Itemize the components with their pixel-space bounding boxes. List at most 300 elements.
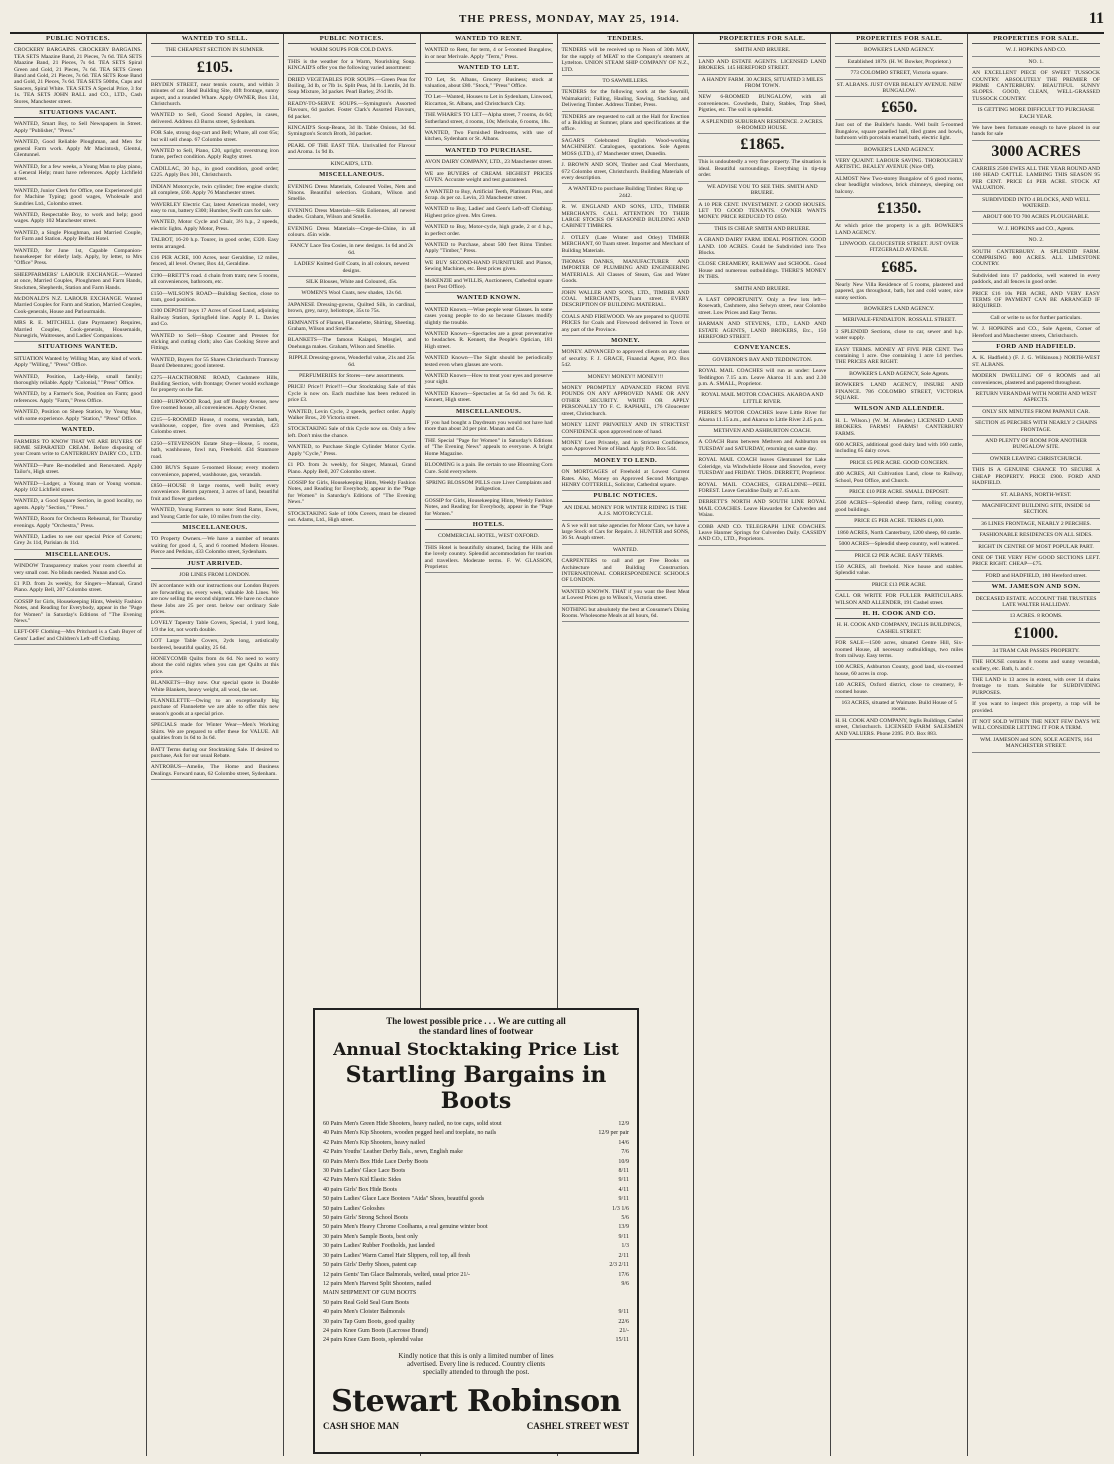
boots-item-row bbox=[323, 1280, 629, 1289]
classified-ad-text: SAGAR'S Celebrated English Wood-working MACHINERY. Catalogues, quotations. Sole Agents MOSS (LTD.), 47 Manchester street, Dunedin. bbox=[561, 137, 690, 157]
classified-ad-text: £400—BURWOOD Road, just off Bealey Avenue, new five roomed house, all conveniences. Apply Owner. bbox=[150, 398, 279, 412]
classified-ad-text: 140 ACRES, Oxford district, close to creamery, 8-roomed house. bbox=[835, 682, 964, 695]
classified-ad bbox=[14, 599, 142, 628]
classified-ad bbox=[972, 249, 1100, 271]
classified-ad-text: WOMEN'S Wool Coats, new shades, 12s 6d. bbox=[301, 290, 403, 297]
classified-ad-text: SMITH AND BRUERE. bbox=[734, 47, 791, 54]
classified-ad-text: BOWKER'S LAND AGENCY, INSURE AND FINANCE. 786 COLOMBO STREET, VICTORIA SQUARE. bbox=[835, 382, 964, 401]
classified-ad-text: 34 TRAM CAR PASSES PROPERTY. bbox=[992, 647, 1080, 654]
classified-ad-text: WANTED, Good Reliable Ploughman, and Men for general Farm work. Apply Mr Macintosh, Glentui, Glentunnel. bbox=[14, 139, 142, 159]
classified-ad-text: 600 ACRES, additional good dairy land with 160 cattle, including 65 dairy cows. bbox=[835, 442, 964, 455]
classified-ad-text: IS GETTING MORE DIFFICULT TO PURCHASE EACH YEAR. bbox=[977, 107, 1095, 120]
classified-ad bbox=[698, 482, 826, 498]
classified-ad bbox=[288, 480, 416, 509]
classified-ad bbox=[425, 533, 553, 542]
boots-item-price: 13/9 bbox=[618, 1224, 629, 1231]
classified-ad-text: CADILLAC, 30 h.p., in good condition, good order; £225. Apply Box 301, Christchurch. bbox=[150, 165, 279, 179]
classified-ad-text: FARMERS TO KNOW THAT WE ARE BUYERS OF HOME SEPARATED CREAM. Before disposing of your Cream write to CANTERBURY DAIRY CO., LTD. bbox=[14, 438, 142, 458]
classified-ad bbox=[288, 125, 416, 141]
classified-ad bbox=[425, 391, 553, 407]
classified-ad-text: BOWKER'S LAND AGENCY. bbox=[864, 47, 935, 54]
boots-note-1: Kindly notice that this is only a limited number of lines bbox=[398, 1351, 554, 1360]
classified-ad-text: LEFT-OFF Clothing—Mrs Pritchard is a Cash Buyer of Gents' Ladies' and Children's Left-off Clothing. bbox=[14, 629, 142, 642]
classified-ad-text: 1860 ACRES, North Canterbury, 1200 sheep, 60 cattle. bbox=[837, 529, 962, 536]
classified-ad bbox=[288, 226, 416, 242]
classified-ad bbox=[972, 677, 1100, 699]
classified-ad-text: CALL OR WRITE FOR FULLER PARTICULARS. WILSON AND ALLENDER, 191 Cashel street. bbox=[835, 593, 964, 606]
classified-ad-text: H. H. COOK AND COMPANY, Inglis Buildings, Cashel street, Christchurch. LICENSED FARM SALESMEN AND VALUERS. Phone 2395. P.O. Box 883. bbox=[835, 717, 964, 737]
classified-ad-text: W. J. HOPKINS and CO., Agents. bbox=[997, 225, 1075, 232]
classified-ad bbox=[151, 357, 279, 373]
classified-ad bbox=[835, 306, 963, 315]
classified-ad bbox=[14, 439, 142, 461]
classified-ad bbox=[972, 47, 1100, 56]
classified-ad-text: ROYAL MAIL COACH leaves Glentunnel for Lake Coleridge, via Windwhistle House and Snowdon, every TUESDAY and FRIDAY. THOS. DERRETT, Proprietor. bbox=[698, 457, 827, 477]
boots-item-description: 30 pairs Ladies' Rubber Footholds, just landed bbox=[323, 1243, 435, 1250]
classified-ad bbox=[151, 638, 279, 654]
classified-ad bbox=[972, 197, 1100, 213]
classified-ad-text: WANTED, Smart Boy, to Sell Newspapers in Street. Apply "Publisher," "Press." bbox=[14, 121, 142, 134]
classified-ad-text: FLANNELETTE—Owing to an exceptionally big purchase of Flannelette we are able to offer this new season's goods at a special price. bbox=[150, 698, 279, 717]
classified-ad bbox=[698, 94, 826, 116]
classified-ad-text: WE ADVISE YOU TO SEE THIS. SMITH AND BRUERE. bbox=[706, 183, 818, 197]
section-heading: MISCELLANEOUS. bbox=[425, 409, 553, 417]
classified-ad bbox=[14, 374, 142, 390]
classified-ad bbox=[151, 680, 279, 696]
boots-item-price: 9/11 bbox=[618, 1177, 629, 1184]
classified-ad-text: BLOOMING is a pain. Be certain to use Blooming Corn Cure. Sold everywhere. bbox=[424, 462, 553, 475]
boots-headline: Startling Bargains in Boots bbox=[345, 1062, 607, 1114]
classified-ad-text: AN EXCELLENT PIECE OF SWEET TUSSOCK COUNTRY. ABSOLUTELY THE PREMIER OF PRIME CANTERBURY. BEAUTIFUL SUNNY SLOPES. GOOD, CLEAN, WELL-GRASSED TUSSOCK COUNTRY. bbox=[972, 70, 1100, 102]
classified-ad-text: WANTED, Ladies to see our special Price of Corsets; Grey 2s 11d, Parisian 4s 11d. bbox=[14, 533, 142, 547]
classified-ad bbox=[425, 171, 553, 187]
section-heading: H. H. COOK AND CO. bbox=[835, 611, 963, 619]
classified-ad-text: H. H. COOK AND COMPANY, INGLIS BUILDINGS, CASHEL STREET. bbox=[836, 622, 962, 635]
classified-ad bbox=[425, 545, 553, 574]
classified-ad bbox=[288, 511, 416, 527]
classified-ad-text: WANTED to Sell—Shop Counter and Presses for sticking and cutting cloth; also Gas Cooking Stove and Fittings. bbox=[150, 332, 279, 352]
classified-ad bbox=[562, 440, 690, 456]
classified-ad bbox=[972, 107, 1100, 123]
classified-ad bbox=[562, 162, 690, 184]
classified-ad-text: WANTED—Lodger, a Young man or Young woman. Apply 102 Lichfield street. bbox=[14, 480, 142, 493]
classified-ad bbox=[151, 698, 279, 720]
classified-ad bbox=[14, 121, 142, 137]
classified-ad bbox=[425, 462, 553, 478]
classified-ad-text: SITUATION Wanted by Willing Man, any kind of work. Apply "Willing," "Press" Office. bbox=[14, 355, 142, 369]
section-heading: PUBLIC NOTICES. bbox=[288, 36, 416, 44]
classified-ad-text: 13 ACRES. 8 ROOMS. bbox=[1009, 613, 1063, 620]
classified-ad-text: SECTION 45 PERCHES WITH NEARLY 2 CHAINS FRONTAGE. bbox=[974, 420, 1098, 433]
classified-ad-text: COMMERCIAL HOTEL, WEST OXFORD. bbox=[438, 533, 540, 540]
classified-ad-text: At which price the property is a gift. BOWKER'S LAND AGENCY. bbox=[835, 223, 964, 236]
classified-ad bbox=[151, 47, 279, 56]
classified-ad-text: £1 P.D. from 2s weekly, for Singers—Manual, Grand Piano. Apply Bell, 207 Colombo street. bbox=[14, 581, 142, 594]
classified-ad-text: ST. ALBANS. JUST OVER BEALEY AVENUE. NEW BUNGALOW. bbox=[836, 81, 962, 95]
classified-ad bbox=[425, 242, 553, 258]
classified-ad-text: Nearly New Villa Residence of 5 rooms, plastered and papered, gas throughout, bath, hot and cold water, nice sunny section. bbox=[835, 281, 964, 301]
masthead bbox=[10, 6, 1104, 34]
classified-ad-text: GOSSIP for Girls, Housekeeping Hints, Weekly Fashion Notes, and Reading for Everybody, appear in the "Page for Women" in Saturday's Editions of "The Evening News." bbox=[14, 598, 142, 625]
boots-item-description: 12 pairs Men's Harvest Split Shooters, nailed bbox=[323, 1280, 432, 1287]
classified-ad-text: RETURN VERANDAH WITH NORTH AND WEST ASPECTS. bbox=[975, 391, 1097, 404]
classified-ad bbox=[14, 498, 142, 514]
classified-ad bbox=[698, 119, 826, 135]
classified-ad-text: ROYAL MAIL MOTOR COACHES. AKAROA AND LITTLE RIVER. bbox=[701, 392, 824, 405]
boots-item-row bbox=[323, 1195, 629, 1204]
boots-item-row bbox=[323, 1336, 629, 1345]
section-heading: FORD AND HADFIELD. bbox=[972, 344, 1100, 352]
classified-ad-text: WANTED, for a few weeks, a Young Man to play piano, a General Help; must have references. Apply Lichfield street. bbox=[14, 163, 142, 183]
classified-ad bbox=[425, 112, 553, 128]
store-tagline: CASH SHOE MAN bbox=[323, 1420, 400, 1431]
classified-ad bbox=[562, 558, 690, 587]
classified-ad-text: THIS IS CHEAP. SMITH AND BRUERE. bbox=[714, 225, 811, 232]
classified-ad-text: LADIES' Knitted Golf Coats, in all colours, newest designs. bbox=[294, 261, 410, 274]
classified-ad bbox=[14, 320, 142, 342]
classified-ad bbox=[835, 99, 963, 120]
classified-ad-text: A SPLENDID SUBURBAN RESIDENCE. 2 ACRES. 8-ROOMED HOUSE. bbox=[701, 118, 824, 132]
boots-item-description: 42 Pairs Men's Kid Elastic Sides bbox=[323, 1177, 402, 1184]
classified-ad-text: A WANTED to purchase Building Timber. Ring up 2442. bbox=[568, 186, 683, 199]
classified-ad-text: WANTED KNOWN. THAT if you want the Best Meat at Lowest Prices go to Wilson's, Victoria street. bbox=[561, 588, 690, 602]
classified-ad-text: WANTED, Buyers for 55 Shares Christchurch Tramway Board Debentures; good interest. bbox=[150, 356, 279, 370]
classified-ad bbox=[14, 272, 142, 294]
classified-ad bbox=[972, 456, 1100, 465]
classified-ad bbox=[151, 308, 279, 330]
classified-ad-text: TENDERS will be received up to Noon of 30th MAY, for the supply of MEAT to the Company's steamers at Lyttelton. UNION STEAM SHIP COMPANY OF N.Z., LTD. bbox=[561, 47, 690, 73]
classified-ad-text: MONEY. ADVANCED to approved clients on any class of security. F. J. GRACE, Financial Agent, P.O. Box 542. bbox=[561, 349, 690, 369]
classified-ad bbox=[288, 337, 416, 353]
classified-ad bbox=[972, 521, 1100, 530]
classified-ad bbox=[14, 139, 142, 161]
boots-item-description: 24 pairs Knee Gum Boots (Lacrosse Brand) bbox=[323, 1327, 429, 1334]
classified-ad-text: WARM SOUPS FOR COLD DAYS. bbox=[310, 47, 393, 54]
classified-ad-text: WANTED, Room for Orchestra Rehearsal, for Thursday evenings. Apply "Orchestra," Press. bbox=[14, 516, 142, 529]
classified-ad-text: WANTED Known.—Wise people wear Glasses. In some cases young people to do so because Glasses modify slightly the trouble. bbox=[424, 306, 553, 326]
classified-ad-text: FASHIONABLE RESIDENCES ON ALL SIDES. bbox=[979, 532, 1093, 539]
classified-ad-text: If you want to inspect this property, a trap will be provided. bbox=[972, 701, 1100, 714]
classified-ad-text: GOSSIP for Girls, Housekeeping Hints, Weekly Fashion Notes, and Reading for Everybody, appear in the "Page for Women" in Saturday's Editions of "The Evening News." bbox=[287, 479, 416, 506]
classified-ad-text: WANTED, for June 1st, Capable Companion-housekeeper for elderly lady. Apply, by letter, to Mrs "Office" Press. bbox=[14, 247, 142, 267]
boots-item-price: 15/11 bbox=[615, 1337, 629, 1344]
section-heading: WANTED TO RENT. bbox=[425, 36, 553, 44]
classified-ad-text: TENDERS for the following work at the Sawmill, Waimakariri; Falling, Hauling, Sawing, Stacking, and Delivering Timber. Address Timber, Press. bbox=[561, 89, 690, 109]
classified-ad-text: NOTHING but absolutely the best at Consumer's Dining Rooms. Wholesome Meals at all hours, 6d. bbox=[561, 606, 690, 620]
boots-item-description: 24 pairs Knee Gum Boots, splendid value bbox=[323, 1337, 424, 1344]
classified-ad bbox=[288, 77, 416, 99]
classified-ad bbox=[972, 373, 1100, 389]
classified-ad-text: NO. 1. bbox=[1028, 58, 1044, 65]
boots-item-description: 50 pairs Ladies' Goloshes bbox=[323, 1205, 385, 1212]
classified-ad bbox=[835, 622, 963, 638]
classified-ad-text: £16 PER ACRE, 100 Acres, near Geraldine, 12 miles, fenced, all level. Owner, Box 44, Geraldine. bbox=[150, 254, 279, 268]
classified-ad bbox=[972, 613, 1100, 622]
classified-ad-text: BOWKER'S LAND AGENCY. bbox=[864, 305, 935, 312]
classified-ad-text: JOHN WALLER AND SONS, LTD., TIMBER AND COAL MERCHANTS, Tuam street. EVERY DESCRIPTION OF BUILDING MATERIAL. bbox=[561, 289, 690, 309]
classified-ad bbox=[151, 59, 279, 80]
classified-ad-text: A COACH Runs between Methven and Ashburton on TUESDAY and SATURDAY, returning on same day. bbox=[698, 439, 827, 452]
classified-ad-text: IF you had bought a Daydream you would not have had more than about 2d per pint. Manan and Co. bbox=[424, 420, 553, 433]
classified-ad bbox=[425, 498, 553, 520]
boots-item-description: 40 pairs Girls' Box Hide Boots bbox=[323, 1186, 397, 1193]
classified-ad bbox=[288, 279, 416, 288]
boots-item-price: 7/6 bbox=[621, 1149, 629, 1156]
section-heading: MISCELLANEOUS. bbox=[288, 172, 416, 180]
section-heading: PUBLIC NOTICES. bbox=[14, 36, 142, 44]
classified-ad bbox=[835, 47, 963, 56]
classified-ad-text: THOMAS DANKS, MANUFACTURER AND IMPORTER OF PLUMBING AND ENGINEERING MATERIALS. All Classes of Steam, Gas and Water Goods. bbox=[561, 258, 690, 285]
classified-ad bbox=[562, 523, 690, 545]
classified-ad-text: £250—STEVENSON Estate Shop—House, 5 rooms, bath, washhouse, fowl run, Freehold. 434 Stanmore road. bbox=[150, 440, 279, 460]
column-7 bbox=[831, 34, 968, 1456]
classified-ad-text: CLOSE CREAMERY, RAILWAY and SCHOOL. Good House and numerous outbuildings. THERE'S MONEY IN THIS. bbox=[698, 261, 827, 281]
classified-ad bbox=[562, 78, 690, 87]
classified-ad-text: NEW 6-ROOMED BUNGALOW, with all conveniences. Cowsheds, Dairy, Stables, Trap Shed, Pigsties, etc. The soil is splendid. bbox=[698, 94, 827, 114]
classified-ad-text: LOT Large Table Covers, 2yds long, artistically bordered, beautiful quality, 25 6d. bbox=[150, 638, 279, 651]
classified-ad-text: A. K. Hadfield.) (F. J. G. Wilkinson.) NORTH-WEST ST. ALBANS. bbox=[972, 355, 1100, 368]
classified-ad bbox=[151, 483, 279, 505]
classified-ad-text: EVENING Dress Materials—Crepe-de-Chine, in all colours. 45in wide. bbox=[287, 225, 416, 238]
boots-tagline-2: the standard lines of footwear bbox=[418, 1026, 534, 1036]
classified-ad-text: McDONALD'S N.Z. LABOUR EXCHANGE. Wanted Married Couples for Farm and Station, Married Couples, Cook-generals, House and Parlourmaids. bbox=[14, 296, 142, 315]
classified-ad-text: WAVERLEY Electric Car, latest American model, very easy to run, battery £300; Humber, Swift cars for sale. bbox=[150, 201, 279, 214]
classified-ad bbox=[151, 620, 279, 636]
classified-ad-text: REMNANTS of Flannel, Flannelette, Shirting, Sheeting. Graham, Wilson and Smellie. bbox=[287, 319, 416, 332]
classified-ad-text: CARPENTERS to call and get Free Books on Architecture and Building Construction. INTERNATIONAL CORRESPONDENCE SCHOOLS OF LONDON. bbox=[561, 558, 690, 584]
classified-ad-text: 36 LINES FRONTAGE, NEARLY 2 PERCHES. bbox=[981, 520, 1091, 527]
classified-ad-text: SUBDIVIDED INTO 4 BLOCKS, AND WELL WATERED. bbox=[982, 196, 1091, 209]
classified-ad bbox=[835, 553, 963, 562]
classified-ad-text: £105. bbox=[196, 58, 233, 76]
classified-ad bbox=[835, 70, 963, 79]
classified-ad-text: DRIED VEGETABLES FOR SOUPS.—Green Peas for Boiling, 3d lb, or 7lb 1s. Split Peas, 3d lb. Lentils, 2d lb. Soup Mixture, 3d packet. Pearl Barley, 2½d lb. bbox=[287, 76, 416, 96]
classified-ad-text: PRICE £10 PER ACRE. SMALL DEPOSIT. bbox=[849, 489, 950, 496]
classified-ad bbox=[698, 286, 826, 295]
classified-ad bbox=[151, 747, 279, 763]
boots-item-price: 9/11 bbox=[618, 1309, 629, 1316]
classified-ad bbox=[972, 315, 1100, 324]
classified-ad-text: KINCAID'S Soup-Beans, 3d lb. Table Onions, 3d 6d. Symington's Scotch Broth, 3d packet. bbox=[287, 125, 416, 138]
classified-ad bbox=[835, 564, 963, 580]
classified-ad bbox=[835, 582, 963, 591]
boots-item-description: 50 pairs Ladies' Glace Lace Bootees "Aida" Shoes, beautiful goods bbox=[323, 1196, 485, 1203]
classified-ad bbox=[151, 507, 279, 523]
classified-ad-text: CARRIES 2500 EWES ALL THE YEAR ROUND AND 180 HEAD CATTLE. LAMBING THIS SEASON 95 PER CENT. PRICE £4 PER ACRE. STOCK AT VALUATION. bbox=[972, 165, 1100, 192]
classified-ad bbox=[151, 375, 279, 397]
classified-ad-text: GOVERNOR'S BAY AND TEDDINGTON. bbox=[712, 356, 813, 363]
classified-ad bbox=[151, 184, 279, 200]
classified-ad bbox=[972, 226, 1100, 235]
section-heading: TENDERS. bbox=[562, 36, 690, 44]
classified-ad-text: PEARL OF THE EAST TEA. Unrivalled for Flavour and Aroma. 1s 9d lb. bbox=[287, 142, 416, 156]
classified-ad bbox=[425, 307, 553, 329]
classified-ad bbox=[972, 391, 1100, 407]
classified-ad-text: GOSSIP for Girls, Housekeeping Hints, Weekly Fashion Notes, and Reading for Everybody, appear in the "Page for Women." bbox=[424, 497, 553, 517]
classified-ad-text: JAPANESE Dressing-gowns, Quilted Silk, in cardinal, brown, grey, navy, heliotrope, 35s to 75s. bbox=[287, 301, 416, 315]
classified-ad-text: WANTED to Buy, Motor-cycle, high grade, 2 or 4 h.p., in perfect order. bbox=[424, 224, 553, 237]
classified-ad bbox=[14, 248, 142, 270]
classified-ad bbox=[835, 223, 963, 239]
classified-ad-text: EVENING Dress Materials—Silk Eoliennes, all newest shades. Graham, Wilson and Smellie. bbox=[287, 207, 416, 221]
classified-ad bbox=[972, 166, 1100, 195]
classified-ad-text: 2500 ACRES—Splendid sheep farm, rolling country, good buildings. bbox=[835, 500, 964, 513]
boots-item-row bbox=[323, 1139, 629, 1148]
classified-ad-text: This is undoubtedly a very fine property. The situation is ideal. Beautiful surroundings. Everything in tip-top order. bbox=[698, 159, 827, 179]
classified-ad bbox=[14, 296, 142, 318]
boots-item-description: 30 pairs Ladies' Warm Camel Hair Slippers, roll top, all fresh bbox=[323, 1252, 471, 1259]
classified-ad bbox=[14, 629, 142, 645]
classified-ad bbox=[425, 189, 553, 205]
classified-ad-text: FANCY Lace Tea Cosies, in new designs. 1s 6d and 2s 6d. bbox=[290, 243, 414, 256]
classified-ad-text: PRICE £2 PER ACRE. EASY TERMS. bbox=[854, 552, 944, 559]
boots-item-price: 12/9 bbox=[618, 1121, 629, 1127]
section-heading: SITUATIONS WANTED. bbox=[14, 344, 142, 352]
classified-ad-text: J. BROWN AND SON, Timber and Coal Merchants, 672 Colombo street, Christchurch. Building Materials of every description. bbox=[561, 162, 690, 181]
classified-ad bbox=[698, 499, 826, 521]
classified-ad bbox=[972, 409, 1100, 418]
section-heading: JUST ARRIVED. bbox=[151, 561, 279, 569]
classified-ad-text: WM. JAMESON and SON, SOLE AGENTS, 164 MANCHESTER STREET. bbox=[980, 736, 1093, 750]
classified-ad-text: PERFUMERIES for Stores—new assortments. bbox=[299, 373, 405, 380]
classified-ad bbox=[835, 664, 963, 680]
classified-ad-text: £150—WILSON'S ROAD—Building Section, close to tram, good position. bbox=[150, 290, 279, 303]
classified-ad bbox=[151, 764, 279, 780]
classified-ad-text: WANTED Known—Spectacles are a great preventative to headaches. R. Kennett, the People's Optician, 181 High street. bbox=[424, 331, 553, 350]
classified-ad-text: PRICE £5 PER ACRE. TERMS £1,000. bbox=[854, 518, 945, 525]
boots-item-row bbox=[323, 1214, 629, 1223]
section-heading: PROPERTIES FOR SALE. bbox=[972, 36, 1100, 44]
classified-ad bbox=[835, 176, 963, 198]
classified-ad bbox=[14, 212, 142, 228]
classified-ad bbox=[151, 536, 279, 558]
classified-ad-text: WANTED Known—How to treat your eyes and preserve your sight. bbox=[424, 373, 553, 386]
section-heading: CONVEYANCES. bbox=[698, 345, 826, 353]
classified-ad bbox=[562, 607, 690, 623]
classified-ad-text: RIGHT IN CENTRE OF MOST POPULAR PART. bbox=[978, 543, 1094, 550]
classified-ad bbox=[288, 261, 416, 277]
classified-ad-text: Established 1879. (H. W. Bowker, Proprietor.) bbox=[847, 58, 951, 65]
classified-ad bbox=[972, 355, 1100, 371]
classified-ad bbox=[288, 47, 416, 56]
boots-item-description: MAIN SHIPMENT OF GUM BOOTS bbox=[323, 1290, 417, 1297]
classified-ad-text: Call or write to us for further particulars. bbox=[990, 314, 1082, 321]
boots-item-description: 50 pairs Real Gold Seal Gum Boots bbox=[323, 1299, 409, 1306]
classified-ad bbox=[562, 138, 690, 160]
column-1 bbox=[10, 34, 147, 1456]
boots-item-row bbox=[323, 1120, 629, 1129]
classified-ad bbox=[288, 184, 416, 206]
classified-ad bbox=[425, 420, 553, 436]
classified-ad bbox=[835, 317, 963, 326]
classified-ad-text: LINWOOD. GLOUCESTER STREET. JUST OVER FITZGERALD AVENUE. bbox=[839, 240, 959, 254]
classified-ad bbox=[972, 467, 1100, 489]
classified-ad bbox=[835, 500, 963, 516]
classified-ad bbox=[835, 382, 963, 404]
section-heading: MONEY. bbox=[562, 338, 690, 346]
classified-ad-text: THIS Hotel is beautifully situated, facing the Hills and the lovely country. Splendid accommodation for tourists and travellers. Moderate terms. F. W. GLASSON, Proprietor. bbox=[424, 544, 553, 570]
boots-item-price: 9/11 bbox=[618, 1196, 629, 1203]
classified-ad bbox=[698, 368, 826, 390]
classified-ad-text: ABOUT 600 TO 700 ACRES PLOUGHABLE. bbox=[982, 214, 1090, 221]
classified-ad bbox=[835, 418, 963, 440]
classified-ad-text: READY-TO-SERVE SOUPS.—Symington's Assorted Flavours, 6d packet. Foster Clark's Assorted Flavours, 6d packet. bbox=[287, 100, 416, 120]
classified-ad bbox=[562, 204, 690, 233]
classified-ad-text: MONEY Lent Privately, and in Strictest Confidence, upon Approved Note of Hand. Apply P.O. Box 544. bbox=[561, 439, 690, 453]
classified-ad bbox=[425, 130, 553, 146]
classified-ad-text: SMITH AND BRUERE. bbox=[734, 285, 791, 292]
boots-item-row bbox=[323, 1223, 629, 1232]
classified-ad-text: WANTED, Position, Lady-Help, small family; thoroughly reliable. Apply "Colonial," "Press" Office. bbox=[14, 373, 142, 387]
classified-ad-text: SILK Blouses, White and Coloured, 45s. bbox=[305, 278, 398, 285]
classified-ad bbox=[562, 89, 690, 111]
classified-ad bbox=[972, 492, 1100, 501]
classified-ad bbox=[151, 112, 279, 128]
store-street: CASHEL STREET WEST bbox=[526, 1420, 629, 1431]
classified-ad bbox=[151, 722, 279, 744]
classified-ad-text: VERY QUAINT. LABOUR SAVING. THOROUGHLY ARTISTIC. BEALEY AVENUE (Nice Off). bbox=[835, 158, 964, 171]
classified-ad-text: AVON DAIRY COMPANY, LTD., 23 Manchester street. bbox=[424, 159, 553, 166]
column-2 bbox=[147, 34, 284, 1456]
classified-ad-text: SHEEPFARMERS' LABOUR EXCHANGE.—Wanted at once, Married Couples, Ploughmen and Farm Hands, Stockmen, Shepherds, Station and Farm Hands. bbox=[14, 271, 142, 291]
boots-item-description: 42 Pairs Men's Kip Shooters, heavy nailed bbox=[323, 1139, 425, 1146]
classified-ad-text: THE LAND is 13 acres in extent, with over 14 chains frontage to tram. Suitable for SUBDIVIDING PURPOSES. bbox=[972, 677, 1100, 696]
classified-ad-text: 5000 ACRES—Splendid sheep country, well watered. bbox=[838, 541, 960, 548]
boots-item-price: 1/3 bbox=[621, 1243, 629, 1250]
classified-ad bbox=[835, 241, 963, 257]
classified-ad bbox=[972, 70, 1100, 105]
classified-ad bbox=[425, 77, 553, 93]
classified-ad bbox=[288, 444, 416, 460]
classified-ad bbox=[562, 589, 690, 605]
classified-ad bbox=[562, 422, 690, 438]
classified-ad bbox=[14, 534, 142, 550]
classified-ad bbox=[14, 563, 142, 579]
classified-ad-text: KINCAID'S, LTD. bbox=[330, 160, 373, 167]
boots-item-row bbox=[323, 1289, 629, 1298]
boots-item-description: 40 pairs Men's Cloister Balmorals bbox=[323, 1309, 405, 1316]
classified-ad-text: WANTED, Position on Sheep Station, by Young Man, with some experience. Apply "Station," "Press" Office. bbox=[14, 409, 142, 422]
boots-item-description: 30 pairs Tap Gum Boots, good quality bbox=[323, 1318, 415, 1325]
classified-ad-text: ANTROBUS—Amelie, The Home and Business Dealings. Forward naun, 62 Colombo street, Sydenham. bbox=[150, 764, 279, 777]
classified-ad bbox=[425, 355, 553, 371]
boots-item-price: 12/9 per pair bbox=[598, 1130, 629, 1137]
classified-ad bbox=[14, 409, 142, 425]
classified-ad-text: METHVEN AND ASHBURTON COACH. bbox=[713, 428, 812, 435]
classified-ad-text: W. J. HOPKINS AND CO. bbox=[1005, 47, 1067, 54]
classified-ad bbox=[425, 47, 553, 63]
classified-ad bbox=[14, 516, 142, 532]
classified-ad-text: BLANKETS—Buy now. Our special quote is Double White Blankets, heavy weight, all wool, the set. bbox=[150, 680, 279, 693]
classified-ad bbox=[835, 700, 963, 716]
classified-ad-text: MERIVALE-FENDALTON. ROSSALL STREET. bbox=[842, 317, 956, 324]
classified-ad bbox=[698, 202, 826, 224]
classified-ad bbox=[835, 122, 963, 144]
classified-ad bbox=[151, 255, 279, 271]
classified-ad-text: 100 ACRES, Ashburton County, good land, six-roomed house, 60 acres in crop. bbox=[835, 664, 964, 677]
classified-ad-text: TALBOT, 16-20 h.p. Tourer, in good order, £320. Easy terms arranged. bbox=[150, 237, 279, 250]
classified-ad-text: WANTED, Junior Clerk for Office, one Experienced girl for Machine Typing; good wages, Wholesale and Sundries Ltd., Colombo street. bbox=[14, 187, 142, 207]
classified-ad-text: A HANDY FARM. 30 ACRES, SITUATED 3 MILES FROM TOWN. bbox=[701, 76, 823, 90]
classified-ad bbox=[698, 457, 826, 479]
section-heading: PROPERTIES FOR SALE. bbox=[698, 36, 826, 44]
classified-ad-text: SPECIALS made for Winter Wear—Men's Working Shirts. We are prepared to offer these for VALUE. All qualities from 1s 6d to 3s 6d. bbox=[150, 722, 279, 742]
boots-item-price: 8/11 bbox=[618, 1168, 629, 1175]
classified-ad bbox=[288, 143, 416, 159]
classified-ad bbox=[698, 226, 826, 235]
classified-ad-text: £215—5-ROOMED House, 4 rooms, verandah, bath, washhouse, copper, fire oven and Premises, 423 Colombo street. bbox=[150, 416, 279, 436]
classified-ad bbox=[972, 59, 1100, 68]
